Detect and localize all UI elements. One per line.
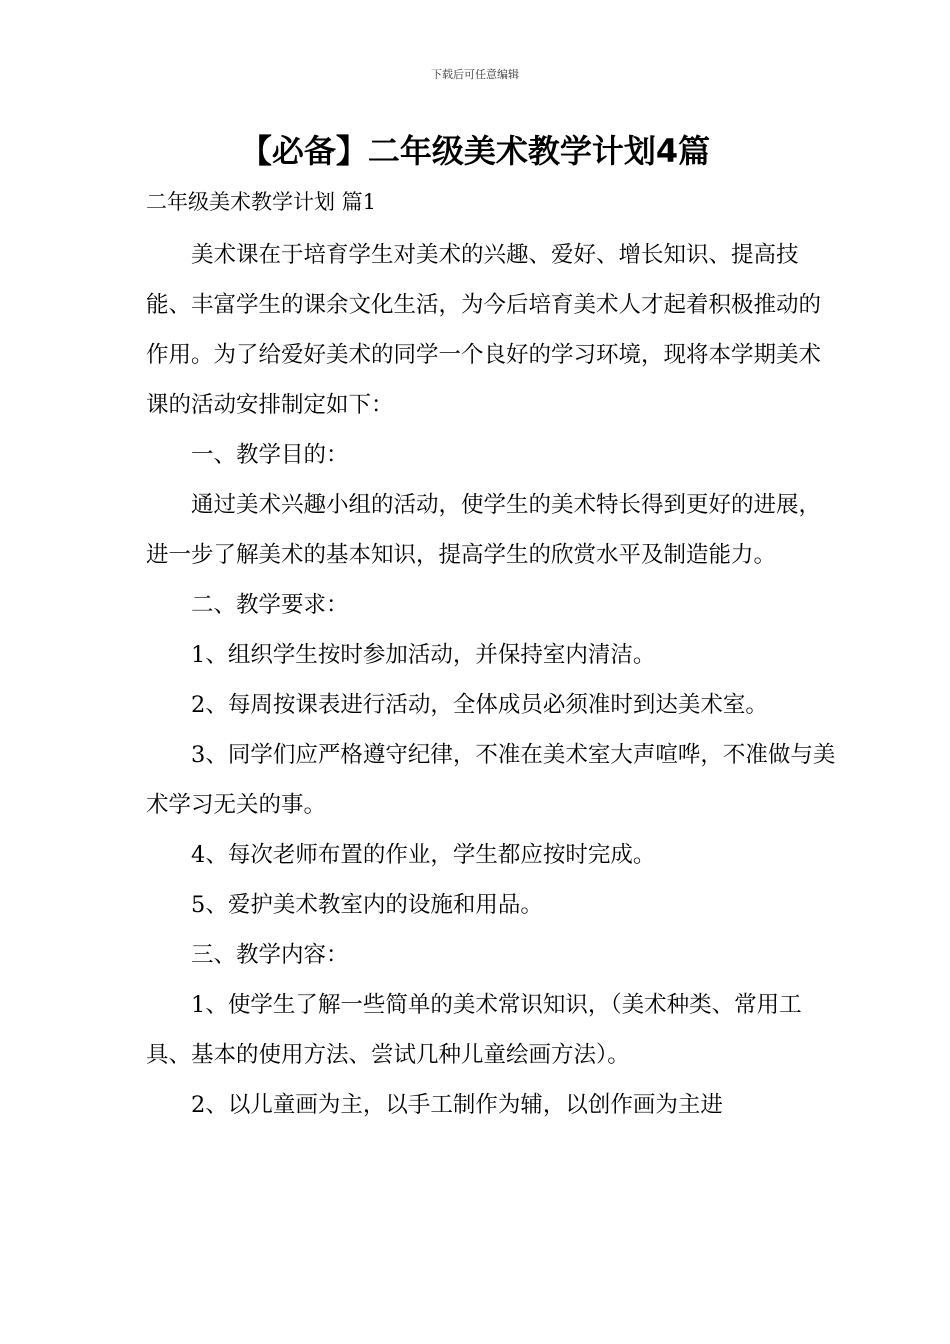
content-item: 1、使学生了解一些简单的美术常识知识，（美术种类、常用工具、基本的使用方法、尝试几种儿童绘画方法）。 (146, 992, 802, 1068)
heading-teaching-requirements: 二、教学要求： (191, 592, 349, 618)
content-item: 2、以儿童画为主，以手工制作为辅，以创作画为主进 (191, 1092, 723, 1118)
section-subtitle: 二年级美术教学计划 篇1 (146, 190, 377, 214)
paragraph-intro: 美术课在于培育学生对美术的兴趣、爱好、增长知识、提高技能、丰富学生的课余文化生活，为今后培育美术人才起着积极推动的作用。为了给爱好美术的同学一个良好的学习环境，现将本学期美术课的活动安排制定如下： (146, 242, 822, 418)
document-title: 【必备】二年级美术教学计划4篇 (239, 132, 711, 170)
heading-teaching-content: 三、教学内容： (191, 942, 349, 968)
document-body (146, 230, 836, 1130)
requirement-item: 1、组织学生按时参加活动，并保持室内清洁。 (191, 642, 656, 668)
requirement-item: 4、每次老师布置的作业，学生都应按时完成。 (191, 842, 656, 868)
paragraph-teaching-goal: 通过美术兴趣小组的活动，使学生的美术特长得到更好的进展，进一步了解美术的基本知识，提高学生的欣赏水平及制造能力。 (146, 492, 822, 568)
requirement-item: 3、同学们应严格遵守纪律，不准在美术室大声喧哗，不准做与美术学习无关的事。 (146, 742, 836, 818)
header-note: 下载后可任意编辑 (431, 68, 519, 81)
heading-teaching-goal: 一、教学目的： (191, 442, 349, 468)
requirement-item: 5、爱护美术教室内的设施和用品。 (191, 892, 543, 918)
requirement-item: 2、每周按课表进行活动，全体成员必须准时到达美术室。 (191, 692, 768, 718)
